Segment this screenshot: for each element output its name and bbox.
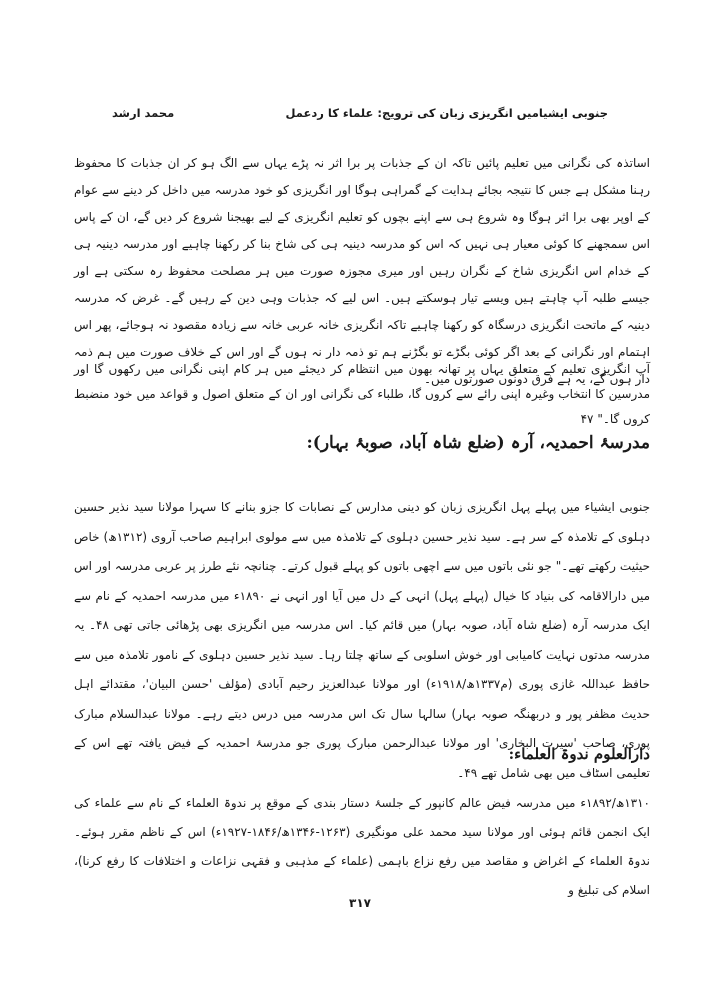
body-paragraph-4 [74,789,650,905]
paragraph-text: جنوبی ایشیاء میں پہلے پہل انگریزی زبان کو دینی مدارس کے نصابات کا جزو بنانے کا سہرا مولانا سید نذیر حسین دہلوی کے تلامذہ کے سر ہے۔ سید نذیر حسین دہلوی کے تلامذہ میں سے مولوی ابراہیم صاحب آروی (۱۳۱۲ھ) خاص حیثیت رکھتے تھے۔" جو نئی باتوں میں سے اچھی باتوں کو پہلے قبول کرتے۔ چنانچہ نئے طرز پر عربی مدرسہ اور اس میں دارالاقامہ کی بنیاد کا خیال (پہلے پہل) انہی کے دل میں آیا اور انہی نے ۱۸۹۰ء میں مدرسہ احمدیہ کے نام سے ایک مدرسہ آرہ (ضلع شاہ آباد، صوبہ بہار) میں قائم کیا۔ اس مدرسہ میں انگریزی بھی پڑھائی جاتی تھی ۴۸۔ یہ مدرسہ مدتوں نہایت کامیابی اور خوش اسلوبی کے ساتھ چلتا رہا۔ سید نذیر حسین دہلوی کے نامور تلامذہ میں سے حافظ عبداللہ غازی پوری (م۱۳۳۷ھ/۱۹۱۸ء) اور مولانا عبدالعزیز رحیم آبادی (مؤلف 'حسن البیان'، مقتدائے اہل حدیث مظفر پور و دربھنگہ صوبہ بہار) سالہا سال تک اس مدرسہ میں درس دیتے رہے۔ مولانا عبدالسلام مبارک پوری، صاحب 'سیرت البخاری' اور مولانا عبدالرحمن مبارک پوری جو مدرسۂ احمدیہ کے فیض یافتہ تھے اس کے تعلیمی اسٹاف میں بھی شامل تھے ۴۹۔ [74,500,651,780]
header-title: جنوبی ایشیامیں انگریزی زبان کی ترویج: علماء کا ردعمل [285,106,608,120]
page-number: ۳۱۷ [349,896,371,910]
section-heading-nadwatul-ulama: دارالعلوم ندوۃ العلماء: [508,745,650,763]
paragraph-text: اساتذہ کی نگرانی میں تعلیم پائیں تاکہ ان کے جذبات پر برا اثر نہ پڑے یہاں سے الگ ہو کر ان جذبات کا محفوظ رہنا مشکل ہے جس کا نتیجہ بجائے ہدایت کے گمراہی ہوگا اور انگریزی کو خود مدرسہ میں داخل کر دینے سے عوام کے اوپر بھی برا اثر ہوگا وہ شروع ہی سے اپنے بچوں کو تعلیم انگریزی کے لیے بھیجنا شروع کر دیں گے، ان کے پاس اس سمجھنے کا کوئی معیار ہی نہیں کہ اس کو مدرسہ دینیہ ہی کی شاخ بنا کر رکھنا چاہیے اور مدرسہ دینیہ ہی کے خدام اس انگریزی شاخ کے نگران رہیں اور میری مجوزہ صورت میں ہر مصلحت محفوظ رہ سکتی ہے اور جیسے طلبہ آپ چاہتے ہیں ویسے تیار ہوسکتے ہیں۔ اس لیے کہ جذبات وہی دین کے رہیں گے۔ غرض کہ مدرسہ دینیہ کے ماتحت انگریزی درسگاہ کو رکھنا چاہیے تاکہ انگریزی خانہ عربی خانہ سے زیادہ مقصود نہ ہوجائے، پھر اس اہتمام اور نگرانی کے بعد اگر کوئی بگڑے تو بگڑنے ہم تو ذمہ دار نہ ہوں گے اور اس کے خلاف صورت میں ہم ذمہ دار ہوں گے، یہ ہے فرق دونوں صورتوں میں۔ [74,156,650,386]
paragraph-text: ۱۳۱۰ھ/۱۸۹۲ء میں مدرسہ فیض عالم کانپور کے جلسۂ دستار بندی کے موقع پر ندوۃ العلماء کے نام سے علماء کی ایک انجمن قائم ہوئی اور مولانا سید محمد علی مونگیری (۱۲۶۳-۱۳۴۶ھ/۱۸۴۶-۱۹۲۷ء) اس کے ناظم مقرر ہوئے۔ ندوۃ العلماء کے اغراض و مقاصد میں رفع نزاع باہمی (علماء کے مذہبی و فقہی نزاعات و اختلافات کا رفع کرنا)، اسلام کی تبلیغ و [74,796,651,897]
body-paragraph-2 [74,357,650,432]
running-header [112,106,608,130]
header-author: محمد ارشد [112,106,175,120]
paragraph-text: آپ انگریزی تعلیم کے متعلق یہاں پر تھانہ بھون میں انتظام کر دیجئے میں ہر کام اپنی نگرانی میں رکھوں گا اور مدرسین کا انتخاب وغیرہ اپنی رائے سے کروں گا، طلباء کی نگرانی اور ان کے متعلق اصول و قواعد میں خود منضبط کروں گا۔" ۴۷ [74,362,650,426]
body-paragraph-3 [74,493,650,788]
section-heading-madrasa-ahmadiya: مدرسۂ احمدیہ، آرہ (ضلع شاہ آباد، صوبۂ بہار): [306,433,650,453]
